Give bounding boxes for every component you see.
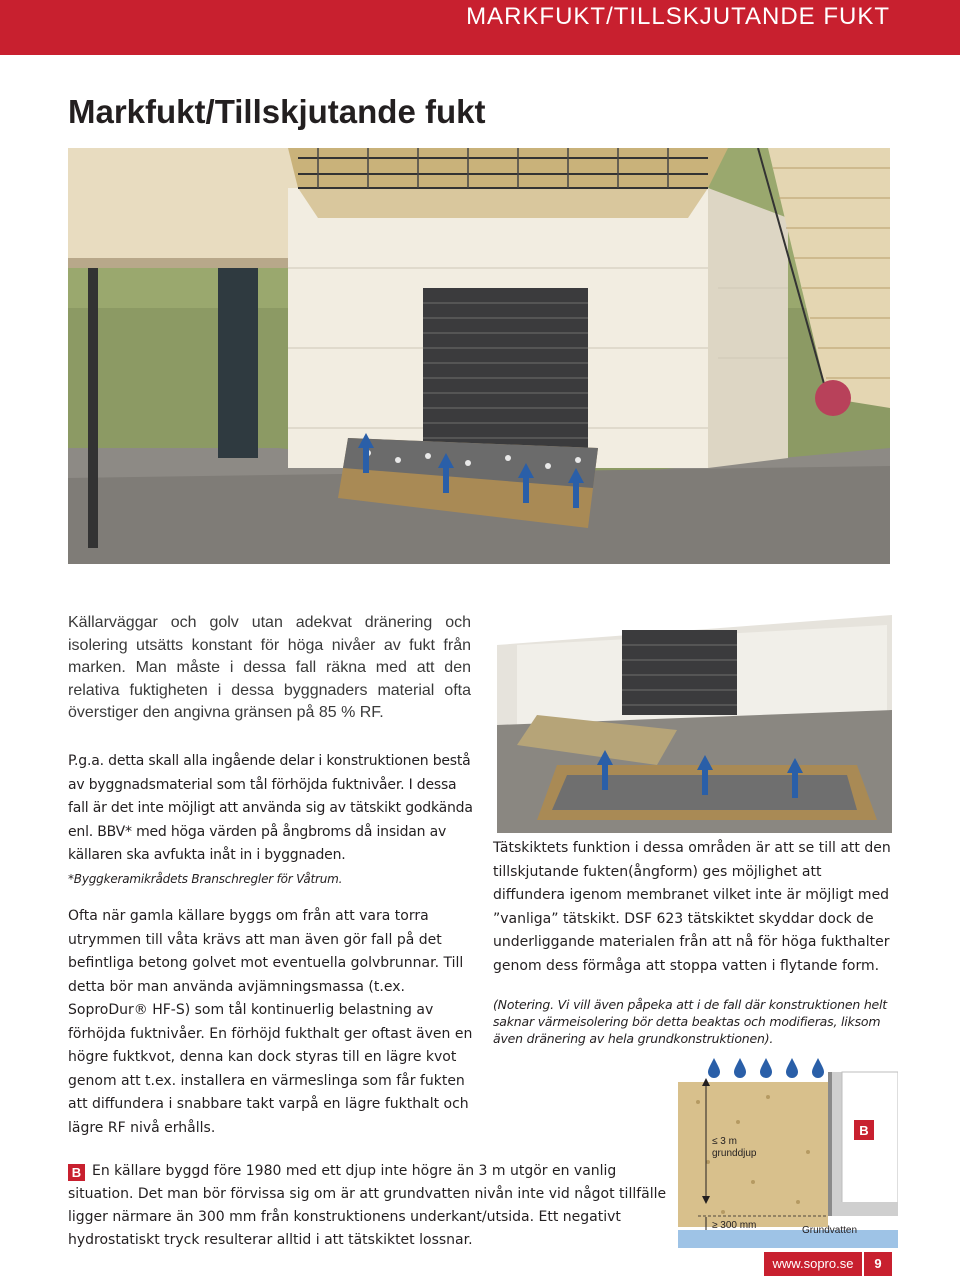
- section-b-text: En källare byggd före 1980 med ett djup inte högre än 3 m utgör en vanlig situation. Det man bör förvissa sig om är att grundvatten nivån inte vid något tillfälle ligger närmare än 300 mm från konstruktionens underkant/utsida. Ett negativt hydrostatiskt tryck resulterar alltid i att tätskiktet lossnar.: [68, 1163, 667, 1248]
- depth-label-unit: grunddjup: [712, 1148, 757, 1159]
- page-title: Markfukt/Tillskjutande fukt: [68, 93, 486, 130]
- groundwater-label: Grundvatten: [802, 1225, 858, 1236]
- diagram-badge: B: [859, 1123, 869, 1138]
- depth-label: ≤ 3 m: [712, 1136, 737, 1147]
- distance-label: ≥ 300 mm: [712, 1220, 757, 1231]
- paragraph-membrane-note: (Notering. Vi vill även påpeka att i de fall där konstruktionen helt saknar värmeisolering bör detta beaktas och modifieras, liksom även dränering av hela grundkonstruktionen).: [493, 997, 888, 1046]
- header-bar: [0, 0, 960, 55]
- section-title: MARKFUKT/TILLSKJUTANDE FUKT: [466, 3, 890, 30]
- page-number: 9: [864, 1252, 892, 1276]
- groundwater-diagram: [678, 1052, 898, 1248]
- footnote: *Byggkeramikrådets Branschregler för Våtrum.: [68, 871, 343, 886]
- section-b-badge: B: [68, 1164, 85, 1181]
- paragraph-membrane: Tätskiktets funktion i dessa områden är att se till att den tillskjutande fukten(ångform) ges möjlighet att diffundera igenom membranet vilket inte är möjligt med ”vanliga” tätskikt. DSF 623 tätskiktet skyddar dock de underliggande materialen från att nå för höga fukthalter genom dess förmåga att stoppa vatten i flytande form.: [493, 840, 891, 974]
- paragraph-construction: [68, 750, 473, 891]
- basement-illustration: [68, 148, 890, 564]
- detail-illustration: [497, 615, 892, 833]
- footer-url[interactable]: www.sopro.se: [764, 1252, 862, 1276]
- section-b-paragraph: [68, 1160, 670, 1252]
- intro-paragraph: Källarväggar och golv utan adekvat dränering och isolering utsätts konstant för höga nivåer av fukt från marken. Man måste i dessa fall räkna med att den relativa fuktigheten i dessa byggnaders material ofta överstiger den angivna gränsen på 85 % RF.: [68, 614, 471, 721]
- paragraph-construction-text: P.g.a. detta skall alla ingående delar i konstruktionen bestå av byggnadsmaterial som tål förhöjda fuktnivåer. I dessa fall är det inte möjligt att använda sig av tätskikt godkända enl. BBV* med höga värden på ångbroms då insidan av källaren ska avfukta inåt in i byggnaden.: [68, 753, 473, 863]
- paragraph-renovation: Ofta när gamla källare byggs om från att vara torra utrymmen till våta krävs att man även gör fall på det befintliga betong golvet mot eventuella golvbrunnar. Till detta bör man använda avjämningsmassa (t.ex. SoproDur® HF-S) som tål kontinuerlig belastning av förhöjda fuktnivåer. En förhöjd fukthalt ger oftast även en högre fuktkvot, denna kan dock styras till en lägre kvot genom att t.ex. installera en värmeslinga som får fukten att diffundera i snabbare takt varpå en lägre fukthalt och lägre RF nivå erhålls.: [68, 908, 473, 1136]
